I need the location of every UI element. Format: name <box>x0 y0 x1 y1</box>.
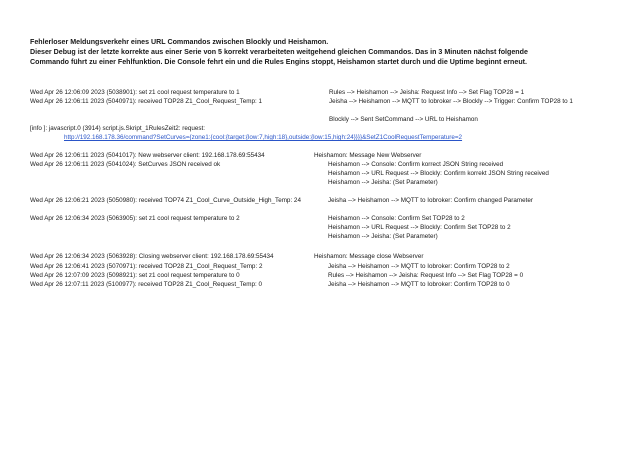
annotation-line: Rules --> Heishamon --> Jeisha: Request Info --> Set Flag TOP28 = 0 <box>328 272 524 279</box>
intro-line: Commando führt zu einer Fehlfunktion. Die Console fehrt ein und die Rules Engins stoppt, Heishamon startet durch und die Uptime beginnt erneut. <box>30 58 527 66</box>
annotation-line: Heishamon --> URL Request --> Blockly: Confirm Set TOP28 to 2 <box>328 224 511 231</box>
intro-paragraph <box>30 37 630 67</box>
annotation-line: Heishamon --> Jeisha: (Set Parameter) <box>328 233 438 240</box>
intro-line: Dieser Debug ist der letzte korrekte aus einer Serie von 5 korrekt verarbeiteten weitgehend gleichen Commandos. Das in 3 Minuten nächst folgende <box>30 48 528 56</box>
log-line: Wed Apr 26 12:07:11 2023 (5100977): received TOP28 Z1_Cool_Request_Temp: 0 <box>30 281 262 288</box>
annotation-line: Heishamon --> Console: Confirm Set TOP28 to 2 <box>328 215 465 222</box>
annotation-line: Heishamon --> URL Request --> Blockly: Confirm korrekt JSON String received <box>328 170 549 177</box>
annotation-line: Jeisha --> Heishamon --> MQTT to Iobroker: Confirm TOP28 to 0 <box>328 281 510 288</box>
log-line: Wed Apr 26 12:06:09 2023 (5038901): set z1 cool request temperature to 1 <box>30 89 240 96</box>
log-line: Wed Apr 26 12:06:11 2023 (5041024): SetCurves JSON received ok <box>30 161 221 168</box>
annotation-line: Rules --> Heishamon --> Jeisha: Request Info --> Set Flag TOP28 = 1 <box>329 89 525 96</box>
annotation-line: Jeisha --> Heishamon --> MQTT to Iobroker --> Blockly --> Trigger: Confirm TOP28 to 1 <box>329 98 573 105</box>
annotation-line: Jeisha --> Heishamon --> MQTT to Iobroker: Confirm TOP28 to 2 <box>328 263 510 270</box>
annotation-line: Blockly --> Sent SetCommand --> URL to Heishamon <box>329 116 478 123</box>
annotation-line: Heishamon: Message New Webserver <box>314 152 422 159</box>
log-line: Wed Apr 26 12:06:21 2023 (5050980): received TOP74 Z1_Cool_Curve_Outside_High_Temp: 24 <box>30 197 301 204</box>
annotation-line: Heishamon --> Jeisha: (Set Parameter) <box>328 179 438 186</box>
annotation-line: Heishamon: Message close Webserver <box>314 253 424 260</box>
annotation-line: Heishamon --> Console: Confirm korrect JSON String received <box>328 161 504 168</box>
request-url-link[interactable]: http://192.168.178.36/command?SetCurves={zone1:{cool:{target:{low:7,high:18},outside:{low:15,high:24}}}}&SetZ1CoolRequestTemperature=2 <box>64 134 463 141</box>
log-line: Wed Apr 26 12:06:11 2023 (5041017): New webserver client: 192.168.178.69:55434 <box>30 152 265 159</box>
log-line: Wed Apr 26 12:06:34 2023 (5063905): set z1 cool request temperature to 2 <box>30 215 240 222</box>
log-line: [info ]: javascript.0 (3914) script.js.Skript_1RulesZeit2: request: <box>30 125 205 132</box>
log-line: Wed Apr 26 12:06:34 2023 (5063928): Closing webserver client: 192.168.178.69:55434 <box>30 253 274 260</box>
log-line: Wed Apr 26 12:06:11 2023 (5040971): received TOP28 Z1_Cool_Request_Temp: 1 <box>30 98 262 105</box>
annotation-line: Jeisha --> Heishamon --> MQTT to Iobroker: Confirm changed Parameter <box>328 197 533 204</box>
log-line: Wed Apr 26 12:06:41 2023 (5070971): received TOP28 Z1_Cool_Request_Temp: 2 <box>30 263 263 270</box>
log-line: Wed Apr 26 12:07:09 2023 (5098921): set z1 cool request temperature to 0 <box>30 272 240 279</box>
intro-line: Fehlerloser Meldungsverkehr eines URL Commandos zwischen Blockly und Heishamon. <box>30 38 329 46</box>
